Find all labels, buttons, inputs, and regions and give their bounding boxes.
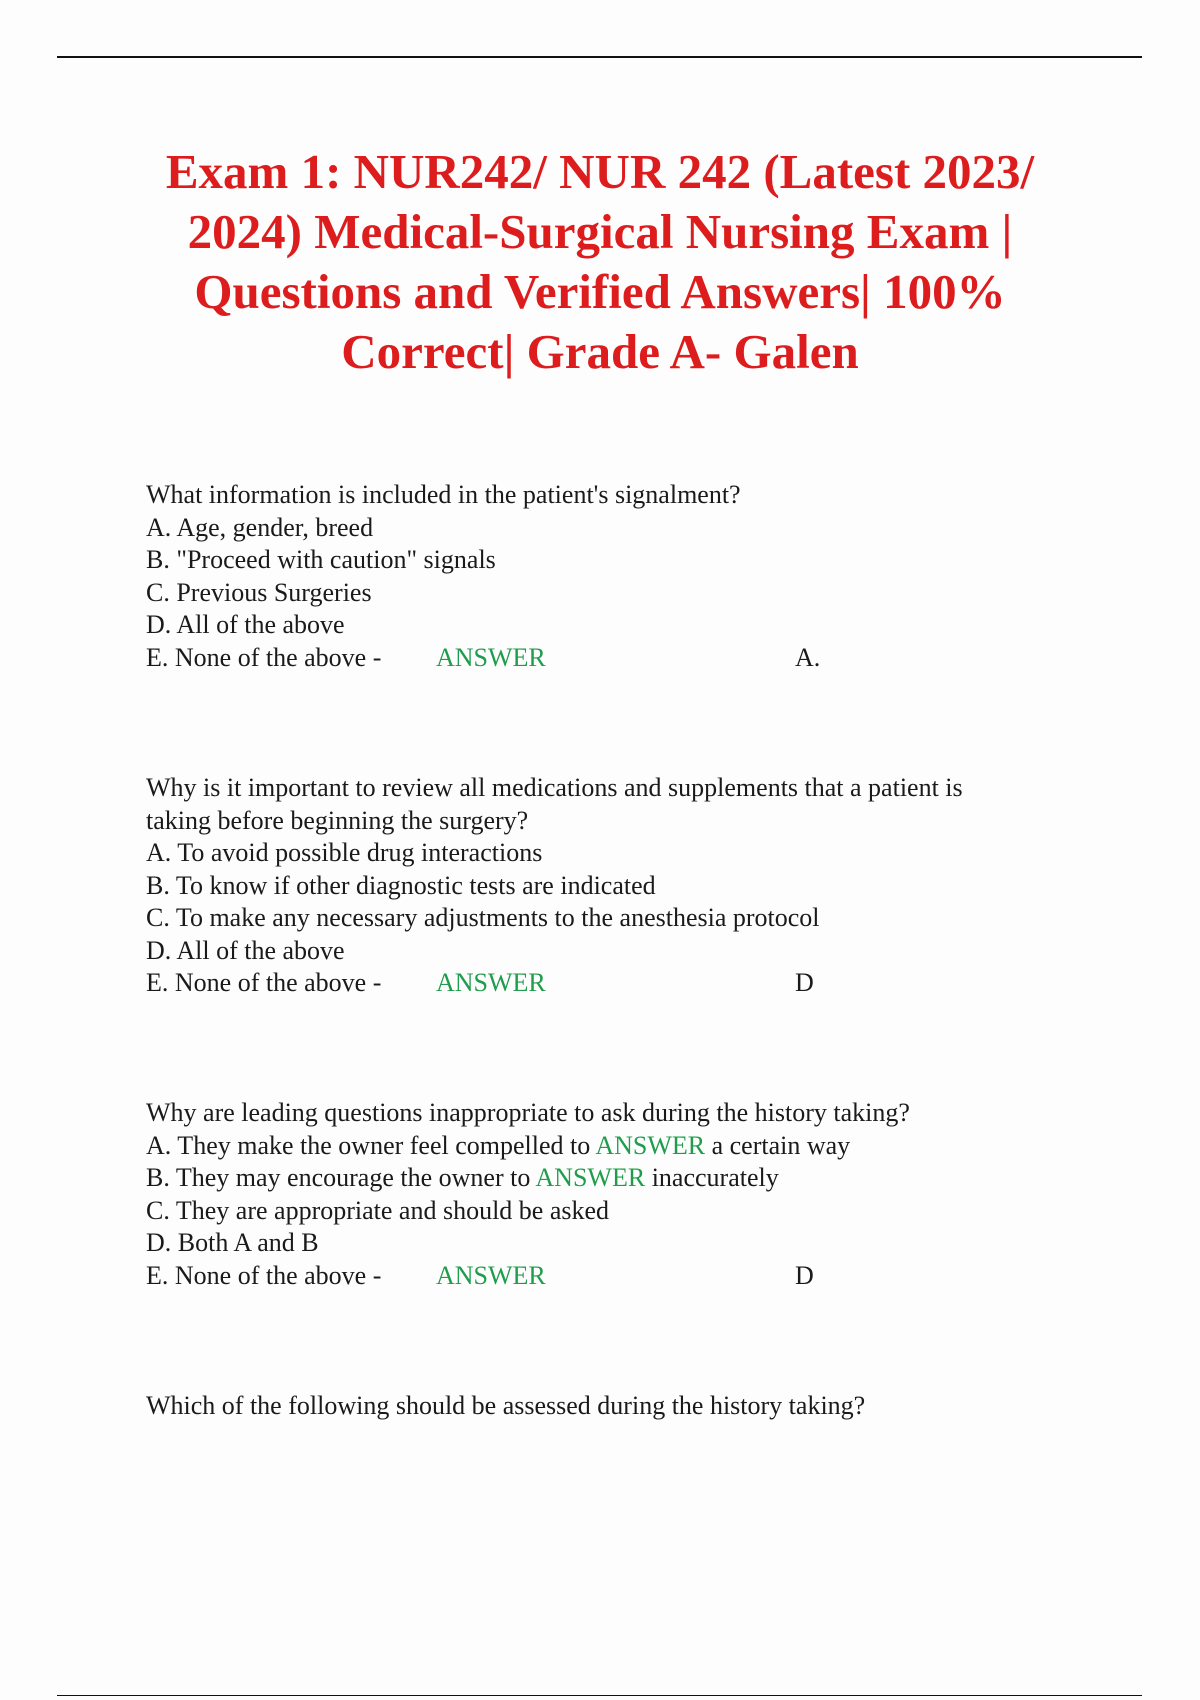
question-stem: Why is it important to review all medications and supplements that a patient is (146, 773, 963, 802)
document-title (100, 142, 1100, 382)
option-b (146, 1162, 910, 1195)
option-a: A. To avoid possible drug interactions (146, 838, 543, 867)
answer-highlight: ANSWER (535, 1163, 646, 1192)
option-c: C. Previous Surgeries (146, 577, 372, 607)
question-stem: What information is included in the patient's signalment? (146, 480, 741, 509)
answer-row (146, 967, 963, 1000)
title-line: Correct| Grade A- Galen (341, 324, 859, 379)
answer-label: ANSWER (436, 968, 546, 997)
title-line: 2024) Medical-Surgical Nursing Exam | (187, 204, 1013, 259)
option-a (146, 1130, 910, 1163)
question-stem: Which of the following should be assessed during the history taking? (146, 1391, 866, 1420)
option-c: C. They are appropriate and should be asked (146, 1195, 610, 1225)
option-b: B. To know if other diagnostic tests are indicated (146, 870, 656, 900)
title-line: Questions and Verified Answers| 100% (194, 264, 1006, 319)
option-c: C. To make any necessary adjustments to the anesthesia protocol (146, 903, 820, 932)
question-1 (146, 479, 821, 674)
option-b: B. "Proceed with caution" signals (146, 545, 496, 574)
option-a: A. Age, gender, breed (146, 512, 374, 542)
top-rule (57, 56, 1142, 58)
answer-value: A. (795, 642, 821, 672)
option-text: B. They may encourage the owner to (146, 1163, 536, 1192)
answer-value: D (795, 968, 814, 997)
question-stem: Why are leading questions inappropriate to ask during the history taking? (146, 1098, 910, 1127)
option-d: D. All of the above (146, 935, 345, 965)
answer-row (146, 642, 821, 675)
option-text: A. They make the owner feel compelled to (146, 1130, 596, 1160)
title-line: Exam 1: NUR242/ NUR 242 (Latest 2023/ (165, 144, 1035, 199)
answer-row (146, 1260, 910, 1293)
answer-label: ANSWER (436, 642, 546, 672)
option-text: a certain way (705, 1130, 851, 1160)
bottom-rule (57, 1695, 1142, 1696)
question-3 (146, 1097, 910, 1292)
option-e: E. None of the above - (146, 1260, 382, 1290)
option-e: E. None of the above - (146, 642, 382, 672)
answer-value: D (795, 1260, 814, 1290)
option-text: inaccurately (645, 1163, 779, 1192)
answer-highlight: ANSWER (595, 1130, 706, 1160)
answer-label: ANSWER (436, 1260, 546, 1290)
question-2 (146, 772, 963, 1000)
option-d: D. All of the above (146, 610, 345, 639)
option-d: D. Both A and B (146, 1228, 319, 1257)
question-stem: taking before beginning the surgery? (146, 805, 529, 835)
option-e: E. None of the above - (146, 968, 382, 997)
question-4 (146, 1390, 865, 1423)
